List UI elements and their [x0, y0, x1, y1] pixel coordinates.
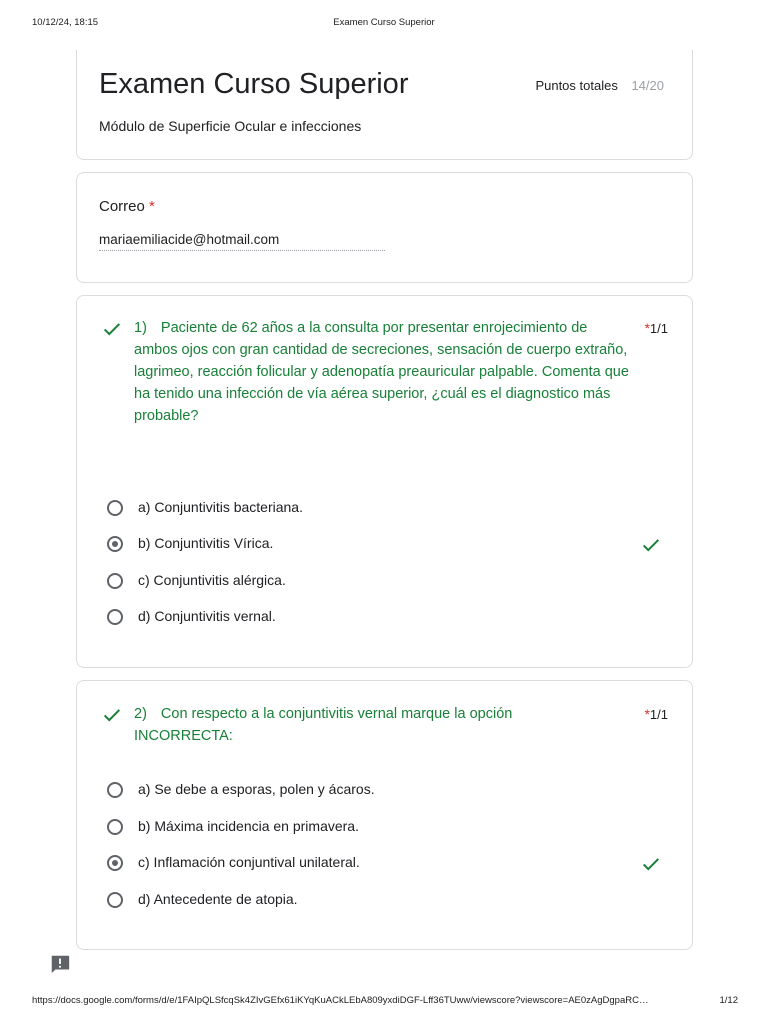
radio-button[interactable] — [107, 892, 123, 908]
question-score-value: 1/1 — [649, 707, 668, 722]
print-datetime: 10/12/24, 18:15 — [32, 17, 99, 28]
email-label — [99, 198, 155, 215]
print-url: https://docs.google.com/forms/d/e/1FAIpQLSfcqSk4ZIvGEfx61iKYqKuACkLEbA809yxdiDGF-Lff36TUww/viewscore?viewscore=AE0zAgDgpaRC… — [32, 995, 649, 1006]
total-points — [535, 78, 664, 93]
total-points-label: Puntos totales — [535, 78, 618, 93]
option-c[interactable] — [107, 853, 667, 877]
required-asterisk: * — [149, 198, 155, 215]
question-score — [644, 706, 668, 722]
option-c[interactable] — [107, 571, 667, 595]
radio-button[interactable] — [107, 573, 123, 589]
required-asterisk: * — [644, 706, 650, 722]
form-description: Módulo de Superficie Ocular e infecciones — [99, 118, 362, 134]
radio-button[interactable] — [107, 819, 123, 835]
page-number: 1/12 — [719, 995, 738, 1006]
required-asterisk: * — [644, 320, 650, 336]
question-card-2 — [76, 680, 693, 950]
radio-button[interactable] — [107, 500, 123, 516]
radio-button[interactable] — [107, 609, 123, 625]
question-card-1 — [76, 295, 693, 668]
option-label: b) Conjuntivitis Vírica. — [138, 535, 274, 551]
radio-button[interactable] — [107, 782, 123, 798]
question-text — [134, 703, 574, 747]
email-field: mariaemiliacide@hotmail.com — [99, 232, 385, 251]
option-b[interactable] — [107, 534, 667, 558]
check-icon — [640, 853, 662, 875]
report-feedback-icon[interactable] — [49, 953, 71, 975]
question-score-value: 1/1 — [649, 321, 668, 336]
option-label: d) Conjuntivitis vernal. — [138, 608, 276, 624]
question-body: Paciente de 62 años a la consulta por presentar enrojecimiento de ambos ojos con gran cantidad de secreciones, sensación de cuerpo extraño, lagrimeo, reacción folicular y adenopatía preauricular palpable. Comenta que ha tenido una infección de vía aérea superior, ¿cuál es el diagnostico más probable? — [134, 320, 629, 424]
option-label: a) Se debe a esporas, polen y ácaros. — [138, 781, 375, 797]
option-label: a) Conjuntivitis bacteriana. — [138, 499, 303, 515]
option-label: b) Máxima incidencia en primavera. — [138, 818, 359, 834]
radio-button-selected[interactable] — [107, 536, 123, 552]
option-b[interactable] — [107, 817, 667, 841]
print-title: Examen Curso Superior — [333, 17, 435, 28]
radio-button-selected[interactable] — [107, 855, 123, 871]
total-points-value: 14/20 — [631, 78, 664, 93]
question-text — [134, 317, 630, 427]
form-title: Examen Curso Superior — [99, 68, 409, 100]
form-header-card — [76, 50, 693, 160]
question-number: 2) — [134, 706, 147, 722]
option-label: c) Conjuntivitis alérgica. — [138, 572, 286, 588]
option-d[interactable] — [107, 890, 667, 914]
question-score — [644, 320, 668, 336]
check-icon — [640, 534, 662, 556]
check-icon — [101, 704, 123, 726]
option-d[interactable] — [107, 607, 667, 631]
email-label-text: Correo — [99, 198, 145, 215]
option-a[interactable] — [107, 780, 667, 804]
question-body: Con respecto a la conjuntivitis vernal marque la opción INCORRECTA: — [134, 706, 513, 744]
option-label: d) Antecedente de atopia. — [138, 891, 298, 907]
check-icon — [101, 318, 123, 340]
question-number: 1) — [134, 320, 147, 336]
option-label: c) Inflamación conjuntival unilateral. — [138, 854, 360, 870]
email-card — [76, 172, 693, 283]
option-a[interactable] — [107, 498, 667, 522]
